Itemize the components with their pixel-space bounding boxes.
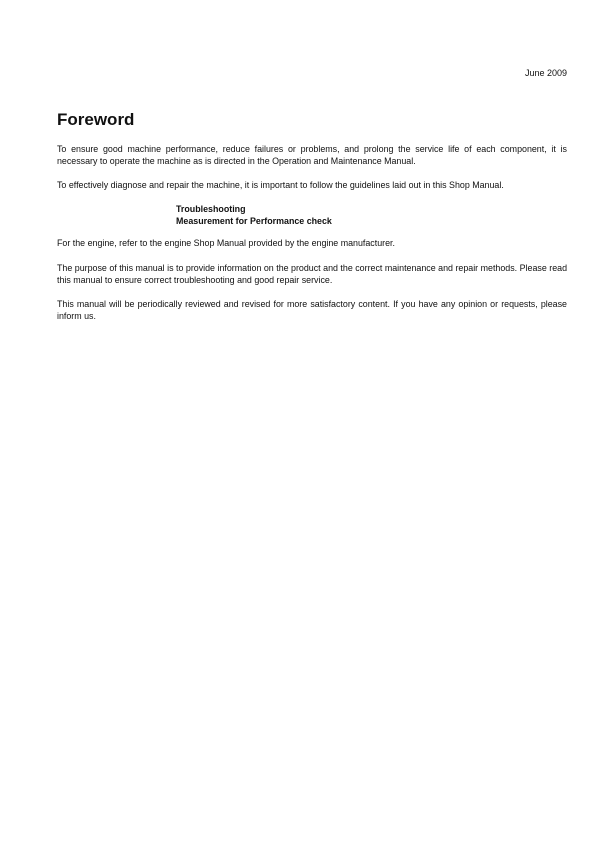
paragraph-engine: For the engine, refer to the engine Shop Manual provided by the engine manufacturer. xyxy=(57,238,395,248)
page-title: Foreword xyxy=(57,110,135,129)
paragraph-purpose: The purpose of this manual is to provide information on the product and the correct maintenance and repair methods. Please read this manual to ensure correct troubleshooting and good repair service. xyxy=(57,263,567,285)
document-date: June 2009 xyxy=(524,68,567,78)
paragraph-diagnose: To effectively diagnose and repair the machine, it is important to follow the guidelines laid out in this Shop Manual. xyxy=(57,180,504,190)
paragraph-performance: To ensure good machine performance, reduce failures or problems, and prolong the service life of each component, it is necessary to operate the machine as is directed in the Operation and Maintenance Manual. xyxy=(57,144,567,166)
highlighted-items-list xyxy=(176,204,332,227)
highlighted-item-troubleshooting: Troubleshooting xyxy=(176,204,246,214)
paragraph-revision: This manual will be periodically reviewed and revised for more satisfactory content. If you have any opinion or requests, please inform us. xyxy=(57,299,567,321)
highlighted-item-measurement: Measurement for Performance check xyxy=(176,215,332,226)
